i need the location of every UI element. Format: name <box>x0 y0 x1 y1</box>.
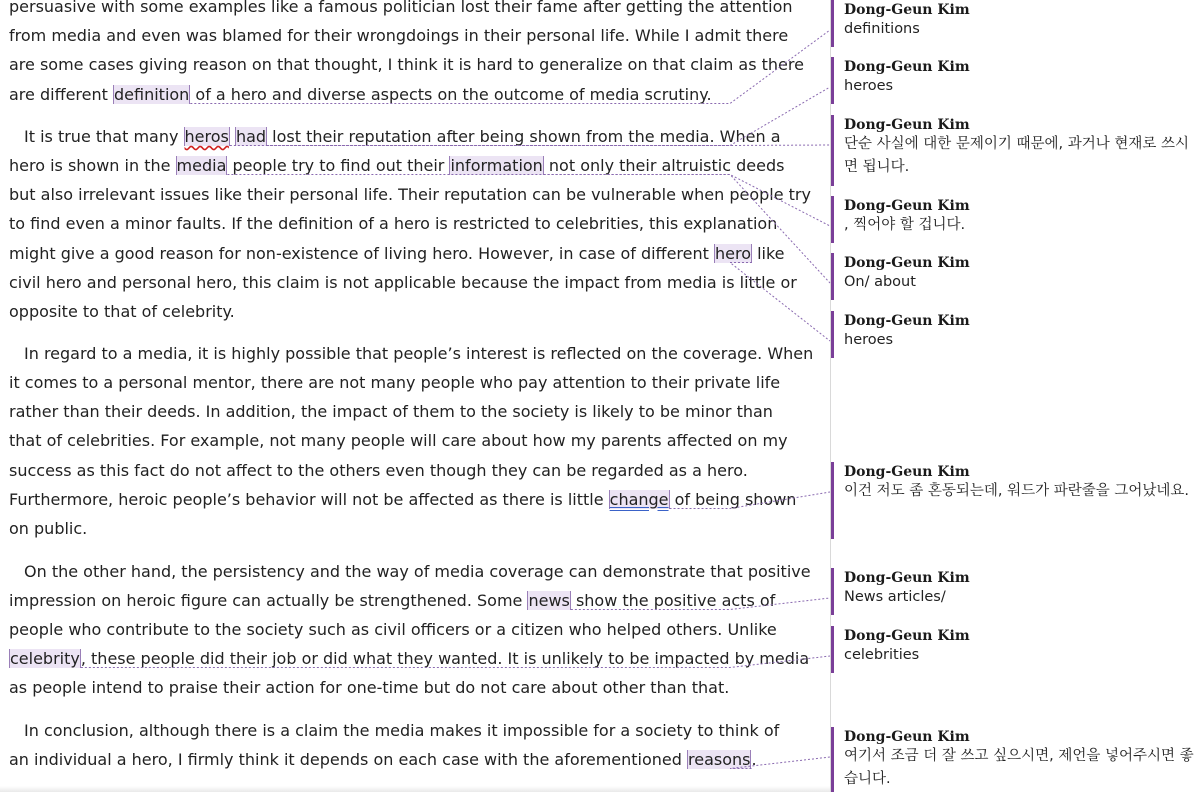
text-line: from media and even was blamed for their wrongdoings in their personal life. While I admit there <box>9 26 789 45</box>
comments-pane <box>831 0 1200 792</box>
text-line: It is true that many heros had lost their reputation after being shown from the media. When a <box>24 127 781 146</box>
comment-balloon[interactable] <box>831 727 1200 792</box>
comment-author: Dong-Geun Kim <box>844 255 970 271</box>
comment-text: On/ about <box>844 274 916 290</box>
comment-balloon[interactable] <box>831 568 1200 615</box>
comment-text: heroes <box>844 332 894 348</box>
text-line: an individual a hero, I firmly think it depends on each case with the aforementioned reasons. <box>9 750 757 769</box>
comment-anchor-information[interactable]: information <box>450 156 543 175</box>
comment-author: Dong-Geun Kim <box>844 198 970 214</box>
comment-author: Dong-Geun Kim <box>844 729 970 745</box>
text-line: that of celebrities. For example, not many people will care about how my parents affected on my <box>9 431 788 450</box>
text-line: success as this fact do not affect to the others even though they can be regarded as a hero. <box>9 461 748 480</box>
comment-author: Dong-Geun Kim <box>844 2 970 18</box>
text-line: opposite to that of celebrity. <box>9 302 235 321</box>
comment-anchor-media[interactable]: media <box>176 156 227 175</box>
comment-anchor-news[interactable]: news <box>528 591 570 610</box>
comment-balloon[interactable] <box>831 57 1200 104</box>
text-line: Furthermore, heroic people’s behavior will not be affected as there is little change of being shown <box>9 490 797 509</box>
text-line: it comes to a personal mentor, there are not many people who pay attention to their private life <box>9 373 781 392</box>
comment-balloon[interactable] <box>831 253 1200 300</box>
comment-anchor-definition[interactable]: definition <box>114 85 190 104</box>
comment-balloon[interactable] <box>831 0 1200 47</box>
comment-author: Dong-Geun Kim <box>844 464 970 480</box>
comment-text: heroes <box>844 78 894 94</box>
comment-balloon[interactable] <box>831 196 1200 243</box>
comment-text: , 찍어야 할 겁니다. <box>844 217 966 233</box>
text-line: hero is shown in the media people try to find out their information not only their altruistic deeds <box>9 156 785 175</box>
comment-author: Dong-Geun Kim <box>844 59 970 75</box>
comment-author: Dong-Geun Kim <box>844 570 970 586</box>
text-line: are some cases giving reason on that thought, I think it is hard to generalize on that claim as there <box>9 55 804 74</box>
comment-anchor-had[interactable]: had <box>235 127 267 146</box>
comment-author: Dong-Geun Kim <box>844 628 970 644</box>
comment-author: Dong-Geun Kim <box>844 313 970 329</box>
comment-balloon[interactable] <box>831 462 1200 539</box>
comment-text: celebrities <box>844 647 920 663</box>
comment-anchor-hero[interactable]: hero <box>715 244 751 263</box>
text-line: are different definition of a hero and diverse aspects on the outcome of media scrutiny. <box>9 85 712 104</box>
comment-balloon[interactable] <box>831 115 1200 186</box>
text-line: On the other hand, the persistency and the way of media coverage can demonstrate that positive <box>24 562 811 581</box>
comment-text: 이건 저도 좀 혼동되는데, 워드가 파란줄을 그어났네요. <box>844 483 1190 499</box>
text-line: to find even a minor faults. If the definition of a hero is restricted to celebrities, this explanation <box>9 214 778 233</box>
text-line: In regard to a media, it is highly possible that people’s interest is reflected on the coverage. When <box>24 344 814 363</box>
comment-text: 단순 사실에 대한 문제이기 때문에, 과거나 현재로 쓰시면 됩니다. <box>844 136 1190 175</box>
text-line: but also irrelevant issues like their personal life. Their reputation can be vulnerable when people try <box>9 185 811 204</box>
comment-text: News articles/ <box>844 589 946 605</box>
comment-anchor-change[interactable]: change <box>609 490 669 509</box>
comment-text: definitions <box>844 21 920 37</box>
text-line: as people intend to praise their action for one-time but do not care about other than that. <box>9 678 730 697</box>
text-line: on public. <box>9 519 88 538</box>
text-line: civil hero and personal hero, this claim is not applicable because the impact from media is little or <box>9 273 797 292</box>
comment-balloon[interactable] <box>831 626 1200 673</box>
text-line: persuasive with some examples like a famous politician lost their fame after getting the attention <box>9 0 793 16</box>
text-line: might give a good reason for non-existence of living hero. However, in case of different hero like <box>9 244 785 263</box>
text-line: In conclusion, although there is a claim the media makes it impossible for a society to think of <box>24 721 780 740</box>
comment-author: Dong-Geun Kim <box>844 117 970 133</box>
comment-balloon[interactable] <box>831 311 1200 358</box>
comment-text: 여기서 조금 더 잘 쓰고 싶으시면, 제언을 넣어주시면 좋습니다. <box>844 748 1194 787</box>
text-line: rather than their deeds. In addition, the impact of them to the society is likely to be minor than <box>9 402 773 421</box>
comment-anchor-heros[interactable]: heros <box>184 127 229 146</box>
text-line: people who contribute to the society such as civil officers or a citizen who helped others. Unlike <box>9 620 777 639</box>
text-line: impression on heroic figure can actually be strengthened. Some news show the positive acts of <box>9 591 776 610</box>
page-bottom-shadow <box>0 786 830 792</box>
text-line: celebrity, these people did their job or did what they wanted. It is unlikely to be impacted by media <box>10 649 810 668</box>
comment-anchor-reasons[interactable]: reasons <box>688 750 751 769</box>
comment-anchor-celebrity[interactable]: celebrity <box>10 649 80 668</box>
